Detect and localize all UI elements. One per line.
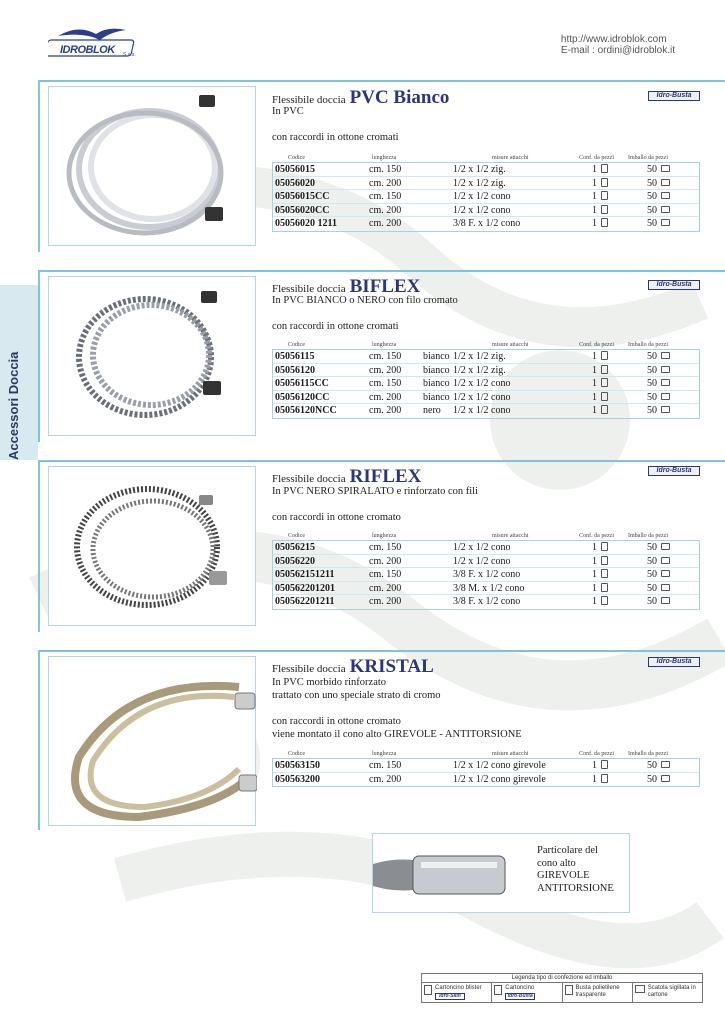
- package-icon: [601, 542, 608, 551]
- cell-att: 1/2 x 1/2 cono: [453, 405, 511, 416]
- cell-len: cm. 200: [369, 596, 402, 607]
- cell-color: [423, 163, 453, 176]
- cell-len: cm. 150: [369, 569, 402, 580]
- box-icon: [661, 379, 670, 386]
- package-icon: [601, 351, 608, 360]
- desc-line: con raccordi in ottone cromati: [272, 132, 399, 143]
- cell-len: cm. 150: [369, 760, 402, 771]
- cell-len: cm. 200: [369, 204, 402, 216]
- cell-code: 05056220: [275, 555, 315, 567]
- package-icon: [601, 191, 608, 200]
- cell-imb: 50: [647, 596, 657, 607]
- cell-imb: 50: [647, 391, 657, 403]
- legend-title: Legenda tipo di confezione ed imballo: [422, 974, 702, 983]
- table-row: [273, 217, 699, 231]
- cell-conf: 1: [592, 364, 597, 376]
- package-icon: [601, 596, 608, 605]
- section-desc: [272, 485, 478, 524]
- cell-color: bianco: [423, 351, 450, 362]
- cell-imb: 50: [647, 555, 657, 567]
- table-row: [273, 377, 699, 391]
- cell-len: cm. 200: [369, 405, 402, 416]
- cell-code: 050563200: [275, 773, 320, 785]
- legend-item: [422, 983, 492, 1003]
- table-row: [273, 177, 699, 191]
- header-conf: Conf. da pezzi: [579, 155, 614, 161]
- cell-color: [423, 190, 453, 203]
- cell-code: 05056020CC: [275, 204, 330, 216]
- cell-color: [423, 217, 453, 231]
- box-icon: [661, 206, 670, 213]
- title-prefix: Flessibile doccia: [272, 473, 346, 485]
- cell-att: 1/2 x 1/2 cono girevole: [453, 773, 546, 785]
- photo-pvc-bianco: [48, 86, 256, 246]
- cell-conf: 1: [592, 555, 597, 567]
- cell-color: [423, 541, 453, 554]
- package-icon: [601, 569, 608, 578]
- cell-att: 1/2 x 1/2 cono: [453, 191, 511, 202]
- box-icon: [661, 352, 670, 359]
- cell-color: [423, 759, 453, 772]
- package-icon: [601, 760, 608, 769]
- legend-badge: Idro-Busta: [505, 993, 535, 1000]
- cell-conf: 1: [592, 405, 597, 416]
- desc-line: viene montato il cono alto GIREVOLE - ANTITORSIONE: [272, 729, 522, 740]
- product-name: PVC Bianco: [349, 87, 450, 108]
- header-lunghezza: lunghezza: [372, 533, 397, 539]
- package-icon: [601, 365, 608, 374]
- cell-len: cm. 200: [369, 773, 402, 785]
- cell-att: 1/2 x 1/2 zig.: [453, 177, 506, 189]
- table-row: [273, 541, 699, 555]
- box-icon: [661, 406, 670, 413]
- cell-imb: 50: [647, 569, 657, 580]
- desc-line: In PVC BIANCO o NERO con filo cromato: [272, 295, 458, 306]
- cell-code: 05056215: [275, 542, 315, 553]
- desc-line: [272, 702, 522, 715]
- desc-line: [272, 498, 478, 511]
- cell-imb: 50: [647, 164, 657, 175]
- idro-busta-badge: Idro-Busta: [648, 466, 700, 476]
- cell-imb: 50: [647, 364, 657, 376]
- product-table-kristal: [272, 750, 700, 787]
- caption-line: ANTITORSIONE: [537, 882, 614, 894]
- table-body: [272, 162, 700, 232]
- cell-code: 05056120: [275, 364, 315, 376]
- header-misure: misure attacchi: [492, 533, 529, 539]
- cell-code: 050562201201: [275, 582, 335, 594]
- product-name: BIFLEX: [349, 276, 421, 297]
- photo-riflex: [48, 466, 256, 626]
- header-lunghezza: lunghezza: [372, 155, 397, 161]
- header-lunghezza: lunghezza: [372, 751, 397, 757]
- section-desc: [272, 676, 522, 741]
- photo-kristal: [48, 656, 256, 826]
- product-name: RIFLEX: [349, 466, 422, 487]
- cell-conf: 1: [592, 391, 597, 403]
- table-row: [273, 582, 699, 596]
- cell-color: [423, 555, 453, 568]
- caption-line: Particolare del: [537, 845, 598, 856]
- legend-badge: Idro-Skin: [435, 993, 465, 1000]
- product-table-riflex: [272, 532, 700, 610]
- cell-imb: 50: [647, 582, 657, 594]
- table-header: [272, 341, 700, 349]
- cell-imb: 50: [647, 773, 657, 785]
- box-icon: [661, 219, 670, 226]
- header-codice: Codice: [288, 155, 305, 161]
- contact-info: [561, 34, 675, 56]
- cell-code: 05056120NCC: [275, 405, 337, 416]
- cell-conf: 1: [592, 204, 597, 216]
- hose-white-icon: [49, 87, 257, 247]
- cell-conf: 1: [592, 218, 597, 229]
- table-header: [272, 532, 700, 540]
- header-codice: Codice: [288, 342, 305, 348]
- caption-line: cono alto: [537, 857, 576, 869]
- cell-color: [423, 582, 453, 595]
- box-icon: [661, 570, 670, 577]
- cell-att: 1/2 x 1/2 cono girevole: [453, 760, 546, 771]
- table-row: [273, 555, 699, 569]
- section-title-kristal: [272, 656, 434, 678]
- cell-conf: 1: [592, 378, 597, 389]
- hose-kristal-icon: [49, 657, 257, 827]
- header-misure: misure attacchi: [492, 342, 529, 348]
- header-codice: Codice: [288, 751, 305, 757]
- cell-conf: 1: [592, 164, 597, 175]
- table-row: [273, 204, 699, 218]
- desc-line: In PVC NERO SPIRALATO e rinforzato con fili: [272, 486, 478, 497]
- cell-conf: 1: [592, 191, 597, 202]
- legend-label: Cartoncino: [505, 985, 535, 991]
- cell-imb: 50: [647, 204, 657, 216]
- product-table-pvc-bianco: [272, 154, 700, 232]
- package-icon: [601, 378, 608, 387]
- cell-code: 050563150: [275, 760, 320, 771]
- cell-att: 1/2 x 1/2 zig.: [453, 364, 506, 376]
- product-name: KRISTAL: [349, 656, 434, 677]
- cell-len: cm. 150: [369, 164, 402, 175]
- table-body: [272, 758, 700, 787]
- cell-color: [423, 177, 453, 190]
- bag-icon: [565, 985, 573, 995]
- header-imballo: Imballo da pezzi: [628, 155, 668, 161]
- carton-box-icon: [635, 985, 645, 993]
- cell-att: 1/2 x 1/2 cono: [453, 378, 511, 389]
- detail-caption: [537, 845, 614, 895]
- cell-code: 05056020 1211: [275, 218, 337, 229]
- table-row: [273, 190, 699, 204]
- cell-color: [423, 204, 453, 217]
- legend-item: [563, 983, 633, 1003]
- packaging-legend: [421, 973, 703, 1003]
- website-url[interactable]: http://www.idroblok.com: [560, 34, 667, 45]
- header-conf: Conf. da pezzi: [579, 533, 614, 539]
- cell-conf: 1: [592, 773, 597, 785]
- cell-att: 1/2 x 1/2 zig.: [453, 351, 506, 362]
- section-desc: [272, 294, 458, 333]
- cell-len: cm. 200: [369, 555, 402, 567]
- cell-imb: 50: [647, 177, 657, 189]
- cell-len: cm. 150: [369, 542, 402, 553]
- table-row: [273, 163, 699, 177]
- table-row: [273, 364, 699, 378]
- cell-imb: 50: [647, 218, 657, 229]
- legend-item: [492, 983, 562, 1003]
- cell-conf: 1: [592, 177, 597, 189]
- header-codice: Codice: [288, 533, 305, 539]
- desc-line: [272, 118, 399, 131]
- header-misure: misure attacchi: [492, 155, 529, 161]
- cell-code: 05056115: [275, 351, 315, 362]
- table-row: [273, 759, 699, 773]
- package-icon: [601, 392, 608, 401]
- table-header: [272, 750, 700, 758]
- package-icon: [601, 205, 608, 214]
- cell-att: 3/8 F. x 1/2 cono: [453, 218, 521, 229]
- box-icon: [661, 584, 670, 591]
- table-body: [272, 349, 700, 419]
- cell-len: cm. 200: [369, 177, 402, 189]
- package-icon: [601, 583, 608, 592]
- box-icon: [661, 557, 670, 564]
- cell-imb: 50: [647, 351, 657, 362]
- cell-len: cm. 200: [369, 364, 402, 376]
- desc-line: In PVC: [272, 106, 304, 117]
- legend-row: [422, 983, 702, 1003]
- table-row: [273, 595, 699, 609]
- cell-att: 3/8 F. x 1/2 cono: [453, 596, 521, 607]
- cell-att: 3/8 M. x 1/2 cono: [453, 582, 525, 594]
- hose-biflex-icon: [49, 277, 257, 437]
- package-icon: [601, 405, 608, 414]
- cell-conf: 1: [592, 542, 597, 553]
- table-body: [272, 540, 700, 610]
- cell-att: 1/2 x 1/2 cono: [453, 391, 511, 403]
- cell-code: 05056015: [275, 164, 315, 175]
- header-imballo: Imballo da pezzi: [628, 751, 668, 757]
- cell-conf: 1: [592, 596, 597, 607]
- idro-busta-badge: Idro-Busta: [648, 280, 700, 290]
- header-lunghezza: lunghezza: [372, 342, 397, 348]
- package-icon: [601, 774, 608, 783]
- cell-att: 1/2 x 1/2 cono: [453, 542, 511, 553]
- cell-color: nero: [423, 405, 441, 416]
- cell-len: cm. 200: [369, 218, 402, 229]
- title-prefix: Flessibile doccia: [272, 94, 346, 106]
- cell-code: 050562201211: [275, 596, 335, 607]
- box-icon: [661, 761, 670, 768]
- swivel-cone-icon: [373, 834, 533, 914]
- cell-conf: 1: [592, 760, 597, 771]
- header-imballo: Imballo da pezzi: [628, 342, 668, 348]
- header-imballo: Imballo da pezzi: [628, 533, 668, 539]
- title-prefix: Flessibile doccia: [272, 283, 346, 295]
- cell-att: 1/2 x 1/2 cono: [453, 204, 511, 216]
- cell-code: 05056115CC: [275, 378, 329, 389]
- section-desc: [272, 105, 399, 144]
- package-icon: [601, 556, 608, 565]
- category-label: Accessori Doccia: [6, 351, 21, 460]
- product-table-biflex: [272, 341, 700, 419]
- cell-code: 050562151211: [275, 569, 335, 580]
- cell-len: cm. 200: [369, 391, 402, 403]
- table-row: [273, 391, 699, 405]
- table-row: [273, 568, 699, 582]
- table-row: [273, 773, 699, 787]
- cell-color: [423, 568, 453, 581]
- cell-color: bianco: [423, 391, 450, 403]
- cell-len: cm. 200: [369, 582, 402, 594]
- hose-riflex-icon: [49, 467, 257, 627]
- desc-line: [272, 307, 458, 320]
- cell-code: 05056015CC: [275, 191, 330, 202]
- legend-item: [633, 983, 702, 1003]
- blister-icon: [424, 985, 432, 995]
- cell-color: bianco: [423, 378, 450, 389]
- cell-color: [423, 773, 453, 787]
- desc-line: In PVC morbido rinforzato: [272, 677, 387, 688]
- cell-imb: 50: [647, 542, 657, 553]
- cell-att: 1/2 x 1/2 zig.: [453, 164, 506, 175]
- idro-busta-badge: Idro-Busta: [648, 657, 700, 667]
- title-prefix: Flessibile doccia: [272, 663, 346, 675]
- package-icon: [601, 218, 608, 227]
- idro-busta-badge: Idro-Busta: [648, 91, 700, 101]
- header-conf: Conf. da pezzi: [579, 751, 614, 757]
- cell-code: 05056020: [275, 177, 315, 189]
- email-address[interactable]: E-mail : ordini@idroblok.it: [560, 45, 675, 56]
- desc-line: con raccordi in ottone cromati: [272, 321, 399, 332]
- cell-imb: 50: [647, 760, 657, 771]
- cell-len: cm. 150: [369, 378, 402, 389]
- cell-conf: 1: [592, 351, 597, 362]
- card-icon: [494, 985, 502, 995]
- desc-line: trattato con uno speciale strato di cromo: [272, 690, 441, 701]
- logo-suffix: S.a.s.: [123, 52, 136, 58]
- box-icon: [661, 366, 670, 373]
- cell-conf: 1: [592, 582, 597, 594]
- legend-label: Cartoncino blister: [435, 985, 482, 991]
- caption-line: GIREVOLE: [537, 870, 590, 881]
- box-icon: [661, 192, 670, 199]
- box-icon: [661, 393, 670, 400]
- header-misure: misure attacchi: [492, 751, 529, 757]
- table-header: [272, 154, 700, 162]
- package-icon: [601, 178, 608, 187]
- cell-len: cm. 150: [369, 351, 402, 362]
- package-icon: [601, 164, 608, 173]
- cell-att: 1/2 x 1/2 cono: [453, 555, 511, 567]
- header-conf: Conf. da pezzi: [579, 342, 614, 348]
- box-icon: [661, 165, 670, 172]
- box-icon: [661, 543, 670, 550]
- cell-imb: 50: [647, 405, 657, 416]
- desc-line: con raccordi in ottone cromato: [272, 512, 401, 523]
- desc-line: con raccordi in ottone cromato: [272, 716, 401, 727]
- box-icon: [661, 179, 670, 186]
- cell-len: cm. 150: [369, 191, 402, 202]
- box-icon: [661, 775, 670, 782]
- legend-label: Busta polietilene trasparente: [575, 985, 620, 998]
- cell-code: 05056120CC: [275, 391, 330, 403]
- box-icon: [661, 597, 670, 604]
- cell-color: bianco: [423, 364, 450, 376]
- logo-wordmark: IDROBLOK: [60, 44, 115, 56]
- cell-imb: 50: [647, 378, 657, 389]
- table-row: [273, 404, 699, 418]
- cell-conf: 1: [592, 569, 597, 580]
- table-row: [273, 350, 699, 364]
- cell-imb: 50: [647, 191, 657, 202]
- photo-biflex: [48, 276, 256, 436]
- legend-label: Scatola sigillata in cartone: [647, 985, 696, 998]
- cell-color: [423, 595, 453, 609]
- cell-att: 3/8 F. x 1/2 cono: [453, 569, 521, 580]
